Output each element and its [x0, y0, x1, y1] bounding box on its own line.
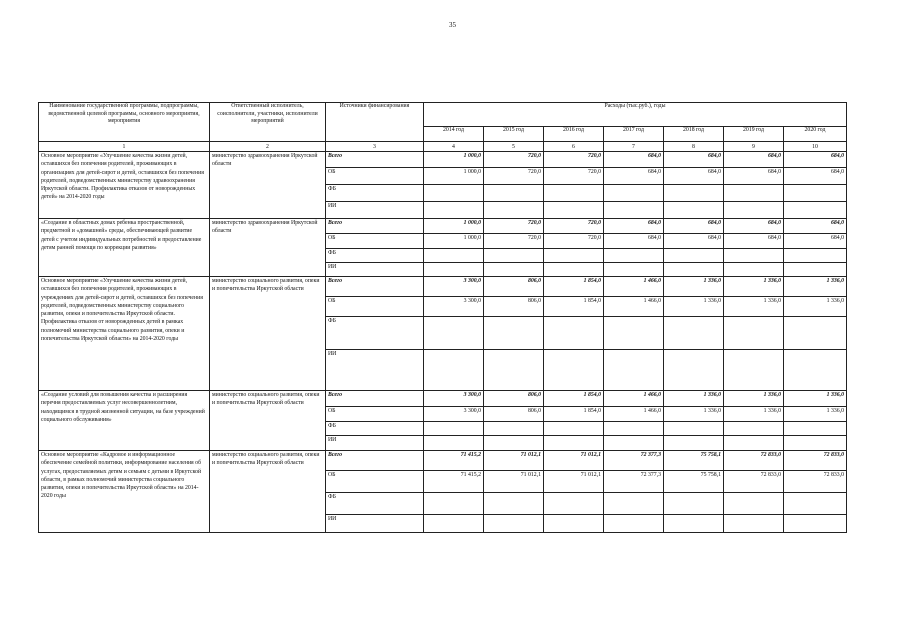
expense-value-cell: 684,0 — [784, 168, 847, 185]
expense-value-cell — [664, 422, 724, 436]
expense-value-cell — [484, 515, 544, 533]
expense-value-cell: 684,0 — [724, 168, 784, 185]
header-year: 2016 год — [544, 127, 604, 142]
funding-source-cell: ИИ — [326, 436, 424, 451]
expense-value-cell — [424, 185, 484, 202]
header-year: 2014 год — [424, 127, 484, 142]
expense-value-cell — [784, 515, 847, 533]
expense-value-cell — [724, 185, 784, 202]
expense-value-cell: 684,0 — [604, 234, 664, 249]
expense-value-cell: 1 854,0 — [544, 407, 604, 422]
column-number: 5 — [484, 142, 544, 152]
expense-value-cell: 806,0 — [484, 391, 544, 407]
expense-value-cell: 3 300,0 — [424, 407, 484, 422]
expense-value-cell: 71 012,1 — [544, 471, 604, 493]
column-number: 3 — [326, 142, 424, 152]
expense-value-cell: 72 833,0 — [724, 471, 784, 493]
expense-value-cell — [724, 515, 784, 533]
expense-value-cell — [544, 436, 604, 451]
expense-value-cell: 1 336,0 — [664, 297, 724, 317]
expense-value-cell: 3 300,0 — [424, 391, 484, 407]
expense-value-cell — [664, 350, 724, 391]
expense-value-cell: 684,0 — [724, 234, 784, 249]
responsible-cell: министерство социального развития, опеки и попечительства Иркутской области — [210, 451, 326, 533]
expense-value-cell: 720,0 — [544, 152, 604, 168]
funding-source-cell: Всего — [326, 451, 424, 471]
expense-value-cell: 720,0 — [544, 168, 604, 185]
program-name-cell: Основное мероприятие «Улучшение качества жизни детей, оставшихся без попечения родителей, проживающих в учреждениях для детей-сирот и детей, оставшихся без попечения родителей, подведомственных министерству социального развития, опеки и попечительства Иркутской области. Профилактика отказов от новорожденных детей в рамках полномочий министерства социального развития, опеки и попечительства Иркутской области» на 2014-2020 годы — [39, 277, 210, 391]
expense-value-cell — [724, 263, 784, 277]
header-year: 2019 год — [724, 127, 784, 142]
expense-value-cell — [424, 202, 484, 219]
expense-value-cell — [544, 493, 604, 515]
funding-source-cell: Всего — [326, 152, 424, 168]
header-expenses: Расходы (тыс.руб.), годы — [424, 103, 847, 127]
expense-value-cell: 72 377,3 — [604, 471, 664, 493]
expense-value-cell — [604, 493, 664, 515]
expense-value-cell — [664, 436, 724, 451]
funding-source-cell: ФБ — [326, 317, 424, 350]
funding-source-cell: Всего — [326, 391, 424, 407]
expense-value-cell — [604, 515, 664, 533]
responsible-cell: министерство здравоохранения Иркутской области — [210, 152, 326, 219]
expense-value-cell — [724, 436, 784, 451]
expense-value-cell: 1 336,0 — [724, 297, 784, 317]
expense-value-cell: 684,0 — [664, 234, 724, 249]
table-row — [39, 219, 847, 234]
expense-value-cell: 1 336,0 — [724, 277, 784, 297]
expense-value-cell — [724, 422, 784, 436]
program-name-cell: Основное мероприятие «Улучшение качества жизни детей, оставшихся без попечения родителей, проживающих в организациях для детей-сирот и детей, оставшихся без попечения родителей, подведомственных министерству здравоохранения Иркутской области. Профилактика отказов от новорожденных детей» на 2014-2020 годы — [39, 152, 210, 219]
expense-value-cell: 684,0 — [724, 152, 784, 168]
expense-value-cell: 684,0 — [604, 168, 664, 185]
expense-value-cell: 806,0 — [484, 297, 544, 317]
expense-value-cell: 71 012,1 — [544, 451, 604, 471]
header-year: 2017 год — [604, 127, 664, 142]
expense-value-cell: 3 300,0 — [424, 277, 484, 297]
expense-value-cell — [544, 317, 604, 350]
expense-value-cell: 1 336,0 — [724, 407, 784, 422]
expense-value-cell: 75 758,1 — [664, 451, 724, 471]
expense-value-cell — [424, 350, 484, 391]
expense-value-cell — [664, 515, 724, 533]
expense-value-cell — [544, 263, 604, 277]
header-source: Источники финансирования — [326, 103, 424, 142]
expense-value-cell: 1 336,0 — [784, 391, 847, 407]
expense-value-cell — [544, 185, 604, 202]
expense-value-cell: 684,0 — [664, 152, 724, 168]
funding-source-cell: ИИ — [326, 515, 424, 533]
expense-value-cell — [484, 263, 544, 277]
expense-value-cell: 806,0 — [484, 407, 544, 422]
responsible-cell: министерство социального развития, опеки и попечительства Иркутской области — [210, 277, 326, 391]
responsible-cell: министерство здравоохранения Иркутской области — [210, 219, 326, 277]
expense-value-cell — [784, 422, 847, 436]
expense-value-cell: 1 000,0 — [424, 219, 484, 234]
program-name-cell: Основное мероприятие «Кадровое и информационное обеспечение семейной политики, информирование населения об услугах, предоставляемых детям и семьям с детьми в Иркутской области, в рамках полномочий министерства социального развития, опеки и попечительства Иркутской области» на 2014-2020 годы — [39, 451, 210, 533]
expense-value-cell: 720,0 — [544, 219, 604, 234]
expense-value-cell — [484, 249, 544, 263]
header-year: 2015 год — [484, 127, 544, 142]
expense-value-cell — [784, 263, 847, 277]
expense-value-cell: 806,0 — [484, 277, 544, 297]
funding-source-cell: ФБ — [326, 493, 424, 515]
expense-value-cell: 720,0 — [484, 234, 544, 249]
program-name-cell: «Создание в областных домах ребенка пространственной, предметной и «домашней» среды, обеспечивающей развитие детей с учетом индивидуальных потребностей и предоставление детям ранней помощи по коррекции развития» — [39, 219, 210, 277]
expense-value-cell: 684,0 — [784, 234, 847, 249]
expense-value-cell — [544, 515, 604, 533]
expense-value-cell — [484, 185, 544, 202]
expense-value-cell — [724, 249, 784, 263]
expense-value-cell: 1 854,0 — [544, 277, 604, 297]
expense-value-cell: 720,0 — [484, 152, 544, 168]
expense-value-cell — [604, 422, 664, 436]
expense-value-cell — [604, 350, 664, 391]
funding-source-cell: ОБ — [326, 297, 424, 317]
expense-value-cell — [424, 263, 484, 277]
expense-value-cell — [724, 317, 784, 350]
expense-value-cell — [664, 263, 724, 277]
expense-value-cell — [484, 202, 544, 219]
expense-value-cell: 1 854,0 — [544, 391, 604, 407]
expense-value-cell: 72 833,0 — [724, 451, 784, 471]
expense-value-cell — [604, 249, 664, 263]
column-number: 10 — [784, 142, 847, 152]
expense-value-cell: 1 336,0 — [784, 277, 847, 297]
expense-value-cell — [784, 185, 847, 202]
expense-value-cell — [484, 493, 544, 515]
expense-value-cell: 1 336,0 — [664, 391, 724, 407]
column-number: 8 — [664, 142, 724, 152]
expense-value-cell — [784, 249, 847, 263]
expense-value-cell — [544, 350, 604, 391]
expense-value-cell: 1 336,0 — [664, 407, 724, 422]
expense-value-cell: 720,0 — [484, 168, 544, 185]
expense-value-cell: 1 466,0 — [604, 277, 664, 297]
expense-value-cell — [484, 317, 544, 350]
header-program: Наименование государственной программы, подпрограммы, ведомственной целевой программы, основного мероприятия, мероприятия — [39, 103, 210, 142]
expense-value-cell: 684,0 — [604, 219, 664, 234]
expense-value-cell — [544, 202, 604, 219]
expense-value-cell: 720,0 — [484, 219, 544, 234]
expense-value-cell — [664, 185, 724, 202]
expense-value-cell: 3 300,0 — [424, 297, 484, 317]
funding-source-cell: Всего — [326, 277, 424, 297]
funding-source-cell: Всего — [326, 219, 424, 234]
expense-value-cell: 72 833,0 — [784, 451, 847, 471]
column-number: 2 — [210, 142, 326, 152]
column-number: 4 — [424, 142, 484, 152]
header-responsible: Ответственный исполнитель, соисполнители, участники, исполнители мероприятий — [210, 103, 326, 142]
expense-value-cell — [784, 493, 847, 515]
page-number: 35 — [449, 21, 456, 29]
expense-value-cell: 1 466,0 — [604, 297, 664, 317]
funding-source-cell: ИИ — [326, 263, 424, 277]
expense-value-cell: 72 833,0 — [784, 471, 847, 493]
expense-value-cell: 71 415,2 — [424, 451, 484, 471]
expense-value-cell — [424, 515, 484, 533]
expense-value-cell: 1 854,0 — [544, 297, 604, 317]
funding-source-cell: ФБ — [326, 249, 424, 263]
column-number: 7 — [604, 142, 664, 152]
funding-source-cell: ФБ — [326, 422, 424, 436]
column-number: 6 — [544, 142, 604, 152]
expense-value-cell — [604, 202, 664, 219]
expense-value-cell — [544, 422, 604, 436]
expense-value-cell — [784, 436, 847, 451]
budget-table — [38, 102, 847, 533]
expense-value-cell: 75 758,1 — [664, 471, 724, 493]
funding-source-cell: ОБ — [326, 407, 424, 422]
expense-value-cell: 1 466,0 — [604, 391, 664, 407]
expense-value-cell — [424, 317, 484, 350]
expense-value-cell — [604, 317, 664, 350]
expense-value-cell: 1 336,0 — [784, 297, 847, 317]
expense-value-cell — [784, 317, 847, 350]
table-row — [39, 152, 847, 168]
expense-value-cell: 684,0 — [604, 152, 664, 168]
expense-value-cell — [604, 436, 664, 451]
table-row — [39, 391, 847, 407]
responsible-cell: министерство социального развития, опеки и попечительства Иркутской области — [210, 391, 326, 451]
column-number: 9 — [724, 142, 784, 152]
expense-value-cell — [664, 202, 724, 219]
funding-source-cell: ФБ — [326, 185, 424, 202]
expense-value-cell: 684,0 — [724, 219, 784, 234]
expense-value-cell: 684,0 — [784, 219, 847, 234]
expense-value-cell: 1 336,0 — [664, 277, 724, 297]
expense-value-cell — [724, 350, 784, 391]
expense-value-cell: 71 415,2 — [424, 471, 484, 493]
expense-value-cell: 684,0 — [664, 219, 724, 234]
expense-value-cell — [604, 263, 664, 277]
expense-value-cell: 1 466,0 — [604, 407, 664, 422]
expense-value-cell — [664, 493, 724, 515]
header-year: 2018 год — [664, 127, 724, 142]
expense-value-cell: 71 012,1 — [484, 451, 544, 471]
expense-value-cell: 684,0 — [664, 168, 724, 185]
program-name-cell: «Создание условий для повышения качества и расширения перечня предоставляемых услуг несовершеннолетним, находящимся в трудной жизненной ситуации, на базе учреждений социального обслуживания» — [39, 391, 210, 451]
expense-value-cell — [724, 202, 784, 219]
expense-value-cell — [664, 317, 724, 350]
expense-value-cell: 1 000,0 — [424, 168, 484, 185]
expense-value-cell — [484, 422, 544, 436]
table-row — [39, 277, 847, 297]
column-number-row — [39, 142, 847, 152]
expense-value-cell — [664, 249, 724, 263]
expense-value-cell: 1 336,0 — [724, 391, 784, 407]
expense-value-cell: 684,0 — [784, 152, 847, 168]
table-row — [39, 451, 847, 471]
expense-value-cell — [424, 249, 484, 263]
expense-value-cell: 72 377,3 — [604, 451, 664, 471]
expense-value-cell — [544, 249, 604, 263]
funding-source-cell: ИИ — [326, 202, 424, 219]
expense-value-cell — [424, 493, 484, 515]
expense-value-cell — [484, 350, 544, 391]
funding-source-cell: ОБ — [326, 168, 424, 185]
expense-value-cell — [424, 422, 484, 436]
expense-value-cell — [724, 493, 784, 515]
expense-value-cell — [784, 202, 847, 219]
expense-value-cell: 71 012,1 — [484, 471, 544, 493]
expense-value-cell: 1 000,0 — [424, 152, 484, 168]
header-year: 2020 год — [784, 127, 847, 142]
expense-value-cell — [424, 436, 484, 451]
expense-value-cell: 720,0 — [544, 234, 604, 249]
funding-source-cell: ОБ — [326, 471, 424, 493]
funding-source-cell: ИИ — [326, 350, 424, 391]
expense-value-cell: 1 336,0 — [784, 407, 847, 422]
expense-value-cell: 1 000,0 — [424, 234, 484, 249]
expense-value-cell — [604, 185, 664, 202]
funding-source-cell: ОБ — [326, 234, 424, 249]
column-number: 1 — [39, 142, 210, 152]
expense-value-cell — [484, 436, 544, 451]
expense-value-cell — [784, 350, 847, 391]
